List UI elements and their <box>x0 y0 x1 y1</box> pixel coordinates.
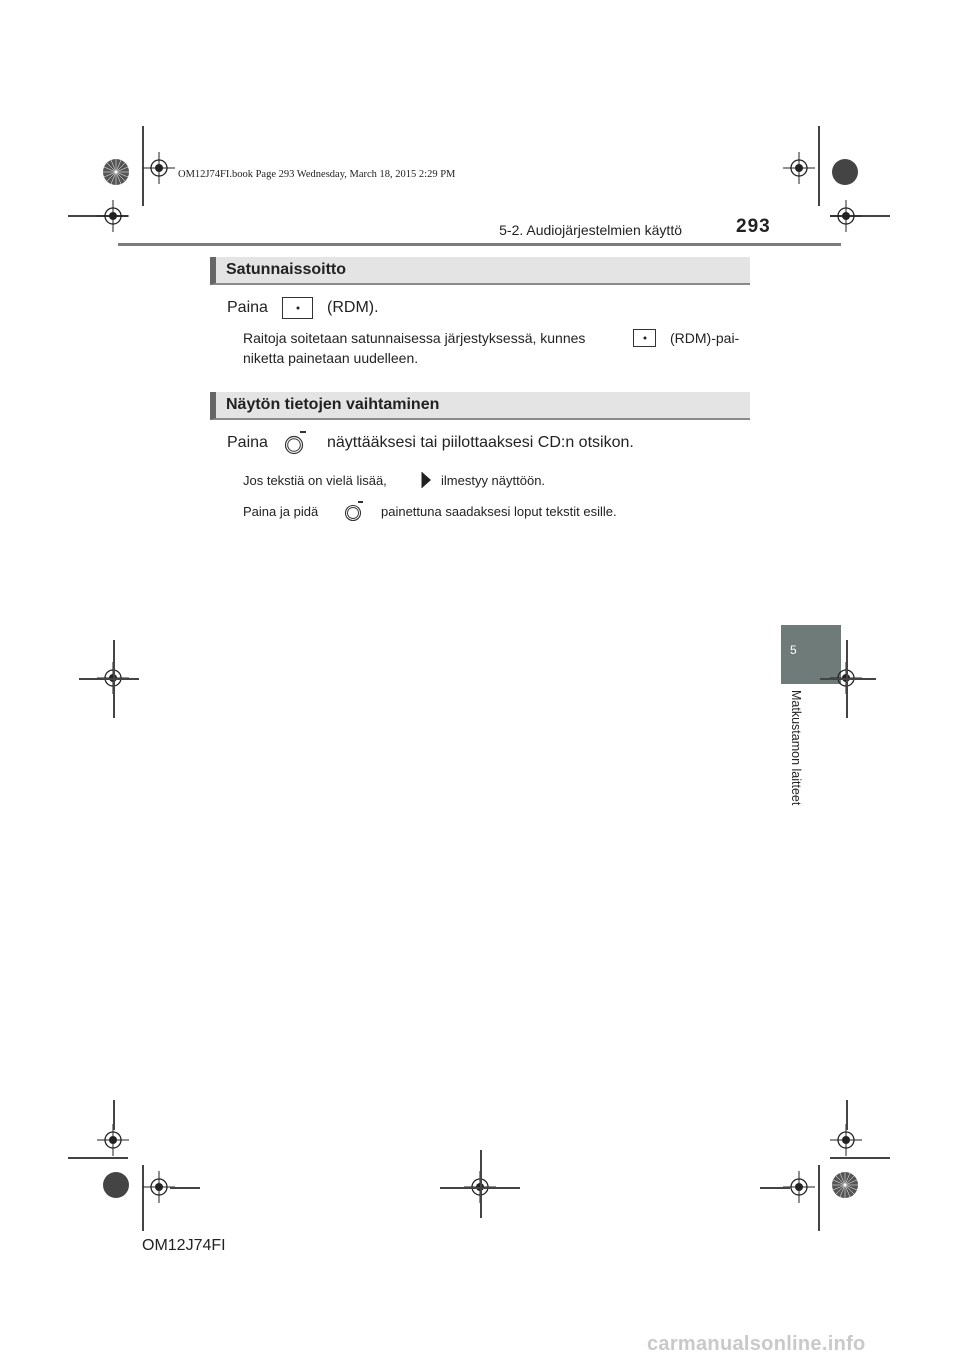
book-info-line: OM12J74FI.book Page 293 Wednesday, March 18, 2015 2:29 PM <box>178 169 456 180</box>
random-button-icon <box>282 297 313 319</box>
running-head: 5-2. Audiojärjestelmien käyttö <box>499 222 682 238</box>
starburst-mark-icon <box>831 1171 859 1199</box>
crop-line <box>818 126 820 206</box>
note-text: niketta painetaan uudelleen. <box>243 350 419 366</box>
crop-line <box>818 1165 820 1231</box>
crop-line <box>79 678 139 680</box>
chapter-title: Matkustamon laitteet <box>789 690 803 806</box>
registration-mark-icon <box>97 200 129 232</box>
section-heading-display <box>210 392 750 420</box>
note-text: Paina ja pidä <box>243 504 319 519</box>
crop-line <box>170 1187 200 1189</box>
crop-line <box>113 1100 115 1130</box>
instruction-text: Paina <box>227 434 268 451</box>
starburst-mark-icon <box>102 158 130 186</box>
text-knob-icon <box>344 499 366 525</box>
page-number: 293 <box>736 216 771 237</box>
crop-line <box>113 640 115 718</box>
starburst-mark-icon <box>102 1171 130 1199</box>
crop-line <box>480 1150 482 1218</box>
note-text: Raitoja soitetaan satunnaisessa järjestyksessä, kunnes <box>243 330 586 346</box>
instruction-text: (RDM). <box>327 299 379 316</box>
crop-line <box>760 1187 790 1189</box>
crop-line <box>820 678 876 680</box>
crop-line <box>830 1157 890 1159</box>
note-text: (RDM)-pai- <box>670 330 740 346</box>
section-title: Näytön tietojen vaihtaminen <box>226 396 440 413</box>
text-knob-icon <box>283 429 309 459</box>
crop-line <box>68 1157 128 1159</box>
random-button-icon <box>633 329 656 347</box>
section-heading-random <box>210 257 750 285</box>
registration-mark-icon <box>783 152 815 184</box>
more-text-arrow-icon <box>418 470 434 490</box>
header-rule <box>118 243 841 246</box>
manual-code: OM12J74FI <box>142 1237 226 1254</box>
chapter-number: 5 <box>790 643 797 657</box>
registration-mark-icon <box>143 152 175 184</box>
note-text: ilmestyy näyttöön. <box>441 473 546 488</box>
note-text: Jos tekstiä on vielä lisää, <box>243 473 387 488</box>
starburst-mark-icon <box>831 158 859 186</box>
watermark-text: carmanualsonline.info <box>647 1333 866 1355</box>
crop-line <box>846 1100 848 1130</box>
instruction-text: Paina <box>227 299 268 316</box>
note-text: painettuna saadaksesi loput tekstit esille. <box>381 504 617 519</box>
registration-mark-icon <box>830 200 862 232</box>
section-title: Satunnaissoitto <box>226 261 347 278</box>
chapter-title-vertical <box>789 690 809 830</box>
instruction-text: näyttääksesi tai piilottaaksesi CD:n otsikon. <box>327 434 634 451</box>
crop-line <box>846 640 848 718</box>
